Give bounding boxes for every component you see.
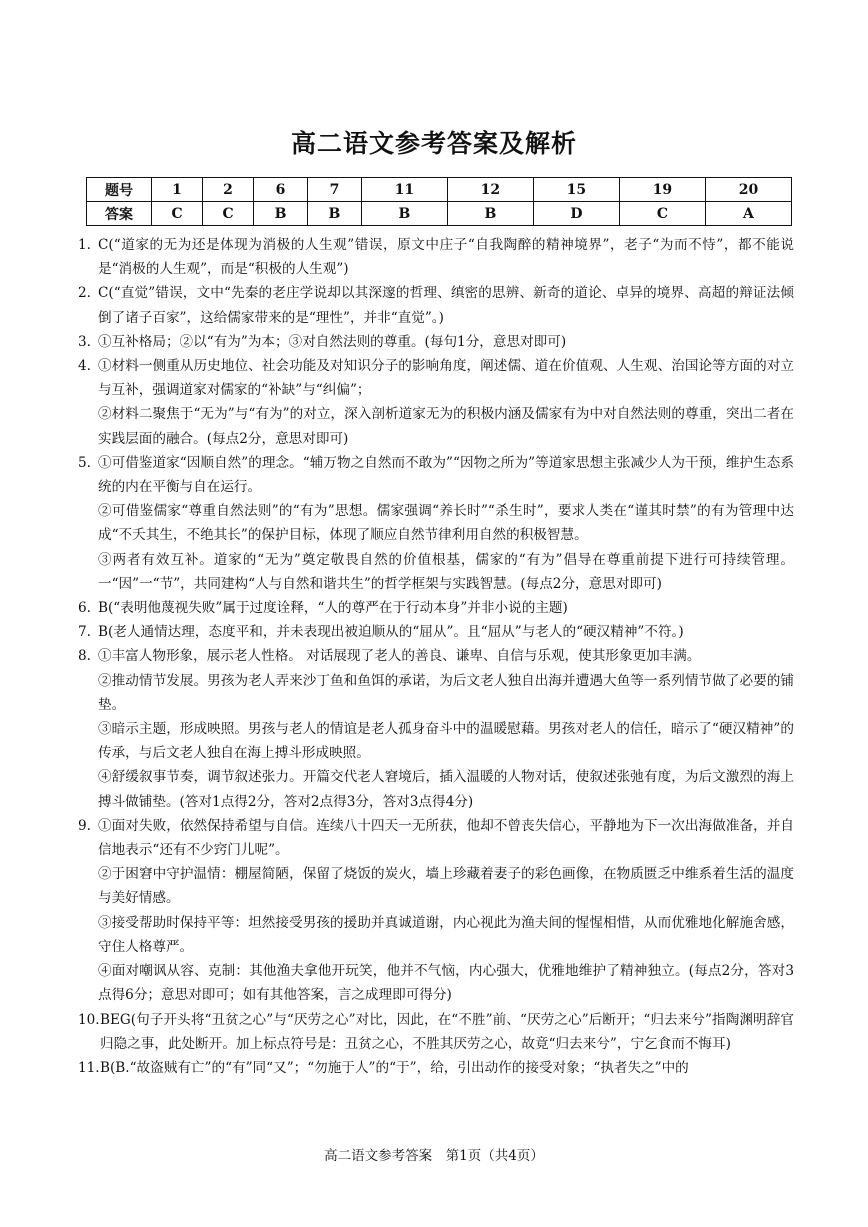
explanation-paragraph: ②于困窘中守护温情：棚屋简陋，保留了烧饭的炭火，墙上珍藏着妻子的彩色画像，在物质匮乏中维系着生活的温度与美好情感。	[98, 866, 794, 907]
item-body	[98, 814, 794, 1008]
item-body	[98, 233, 794, 281]
item-body	[98, 281, 794, 329]
question-number: 11	[361, 178, 447, 202]
answer-letter: D	[533, 202, 619, 226]
item-number: 7.	[78, 624, 91, 641]
explanation-item	[78, 644, 794, 813]
question-number: 7	[307, 178, 361, 202]
item-number: 3.	[78, 333, 91, 350]
explanation-paragraph: ①可借鉴道家“因顺自然”的理念。“辅万物之自然而不敢为”“因物之所为”等道家思想主张减少人为干预，维护生态系统的内在平衡与自在运行。	[98, 454, 794, 496]
item-body	[98, 620, 794, 644]
question-number: 1	[152, 178, 203, 202]
question-number-row	[87, 178, 792, 202]
explanation-paragraph: ②推动情节发展。男孩为老人弄来沙丁鱼和鱼饵的承诺，为后文老人独自出海并遭遇大鱼等一系列情节做了必要的铺垫。	[98, 672, 794, 713]
answer-row	[87, 202, 792, 226]
answer-letter: C	[203, 202, 254, 226]
item-body	[98, 330, 794, 354]
row-header-question: 题号	[87, 178, 152, 202]
explanation-paragraph: ③两者有效互补。道家的“无为”奠定敬畏自然的价值根基，儒家的“有为”倡导在尊重前提下进行可持续管理。一“因”一“节”，共同建构“人与自然和谐共生”的哲学框架与实践智慧。(每点2分，意思对即可)	[98, 551, 794, 592]
answer-letter: A	[705, 202, 791, 226]
explanation-item	[78, 1056, 794, 1080]
answer-explanations	[78, 233, 794, 1080]
answer-letter: C	[619, 202, 705, 226]
explanation-item	[78, 330, 794, 354]
item-number: 1.	[78, 237, 91, 253]
item-body	[100, 1056, 794, 1080]
answer-letter: B	[361, 202, 447, 226]
explanation-paragraph: B(“表明他蔑视失败”属于过度诠释，“人的尊严在于行动本身”并非小说的主题)	[98, 600, 568, 617]
item-body	[98, 451, 794, 596]
answer-letter: B	[447, 202, 533, 226]
question-number: 6	[254, 178, 308, 202]
row-header-answer: 答案	[87, 202, 152, 226]
item-number: 2.	[78, 285, 91, 302]
question-number: 19	[619, 178, 705, 202]
answer-key-table	[86, 177, 792, 226]
explanation-item	[78, 1008, 794, 1056]
item-number: 9.	[78, 817, 91, 834]
explanation-paragraph: ②可借鉴儒家“尊重自然法则”的“有为”思想。儒家强调“养长时”“杀生时”，要求人类在“谨其时禁”的有为管理中达成“不夭其生，不绝其长”的保护目标，体现了顺应自然节律利用自然的积极智慧。	[98, 503, 794, 544]
explanation-paragraph: C(“直觉”错误，文中“先秦的老庄学说却以其深邃的哲理、缜密的思辨、新奇的道论、卓异的境界、高超的辩证法倾倒了诸子百家”，这给儒家带来的是“理性”，并非“直觉”。)	[98, 285, 794, 326]
explanation-paragraph: ③接受帮助时保持平等：坦然接受男孩的援助并真诚道谢，内心视此为渔夫间的惺惺相惜，从而优雅地化解施舍感，守住人格尊严。	[98, 914, 794, 955]
explanation-item	[78, 354, 794, 451]
explanation-paragraph: ②材料二聚焦于“无为”与“有为”的对立，深入剖析道家无为的积极内涵及儒家有为中对自然法则的尊重，突出二者在实践层面的融合。(每点2分，意思对即可)	[98, 406, 794, 447]
item-number: 11.	[78, 1059, 100, 1076]
item-number: 8.	[78, 648, 91, 665]
item-body	[98, 354, 794, 451]
answer-letter: B	[254, 202, 308, 226]
explanation-paragraph: ①面对失败，依然保持希望与自信。连续八十四天一无所获，他却不曾丧失信心，平静地为下一次出海做准备，并自信地表示“还有不少窍门儿呢”。	[98, 817, 794, 859]
question-number: 20	[705, 178, 791, 202]
explanation-item	[78, 620, 794, 644]
item-number: 10.	[78, 1011, 100, 1028]
page-footer: 高二语文参考答案 第1页（共4页）	[324, 1148, 544, 1164]
answer-letter: B	[307, 202, 361, 226]
answer-letter: C	[152, 202, 203, 226]
explanation-item	[78, 451, 794, 596]
question-number: 2	[203, 178, 254, 202]
explanation-paragraph: ③暗示主题，形成映照。男孩与老人的情谊是老人孤身奋斗中的温暖慰藉。男孩对老人的信任，暗示了“硬汉精神”的传承，与后文老人独自在海上搏斗形成映照。	[98, 721, 794, 762]
item-number: 4.	[78, 358, 91, 375]
explanation-paragraph: ①材料一侧重从历史地位、社会功能及对知识分子的影响角度，阐述儒、道在价值观、人生观、治国论等方面的对立与互补，强调道家对儒家的“补缺”与“纠偏”；	[98, 358, 794, 399]
explanation-paragraph: B(B.“故盗贼有亡”的“有”同“又”；“勿施于人”的“于”，给，引出动作的接受对象；“执者失之”中的	[100, 1059, 689, 1076]
item-body	[98, 596, 794, 620]
explanation-item	[78, 596, 794, 620]
explanation-paragraph: BEG(句子开头将“丑贫之心”与“厌劳之心”对比，因此，在“不胜”前、“厌劳之心”后断开；“归去来兮”指陶渊明辞官归隐之事，此处断开。加上标点符号是：丑贫之心，不胜其厌劳之心，故竟“归去来兮”，宁乞食而不悔耳)	[100, 1011, 794, 1052]
item-body	[100, 1008, 794, 1056]
explanation-item	[78, 281, 794, 329]
explanation-paragraph: ④舒缓叙事节奏，调节叙述张力。开篇交代老人窘境后，插入温暖的人物对话，使叙述张弛有度，为后文激烈的海上搏斗做铺垫。(答对1点得2分，答对2点得3分，答对3点得4分)	[98, 769, 794, 810]
item-number: 5.	[78, 454, 91, 471]
explanation-item	[78, 233, 794, 281]
page-title: 高二语文参考答案及解析	[290, 129, 577, 158]
question-number: 15	[533, 178, 619, 202]
item-number: 6.	[78, 600, 91, 617]
explanation-item	[78, 814, 794, 1008]
explanation-paragraph: B(老人通情达理，态度平和，并未表现出被迫顺从的“屈从”。且“屈从”与老人的“硬汉精神”不符。)	[98, 624, 684, 641]
explanation-paragraph: ④面对嘲讽从容、克制：其他渔夫拿他开玩笑，他并不气恼，内心强大，优雅地维护了精神独立。(每点2分，答对3点得6分；意思对即可；如有其他答案，言之成理即可得分)	[98, 963, 794, 1004]
question-number: 12	[447, 178, 533, 202]
explanation-paragraph: ①丰富人物形象，展示老人性格。 对话展现了老人的善良、谦卑、自信与乐观，使其形象更加丰满。	[98, 648, 701, 665]
explanation-paragraph: ①互补格局；②以“有为”为本；③对自然法则的尊重。(每句1分，意思对即可)	[98, 333, 567, 350]
item-body	[98, 644, 794, 813]
explanation-paragraph: C(“道家的无为还是体现为消极的人生观”错误，原文中庄子“自我陶醉的精神境界”，老子“为而不恃”，都不能说是“消极的人生观”，而是“积极的人生观”)	[98, 237, 794, 278]
